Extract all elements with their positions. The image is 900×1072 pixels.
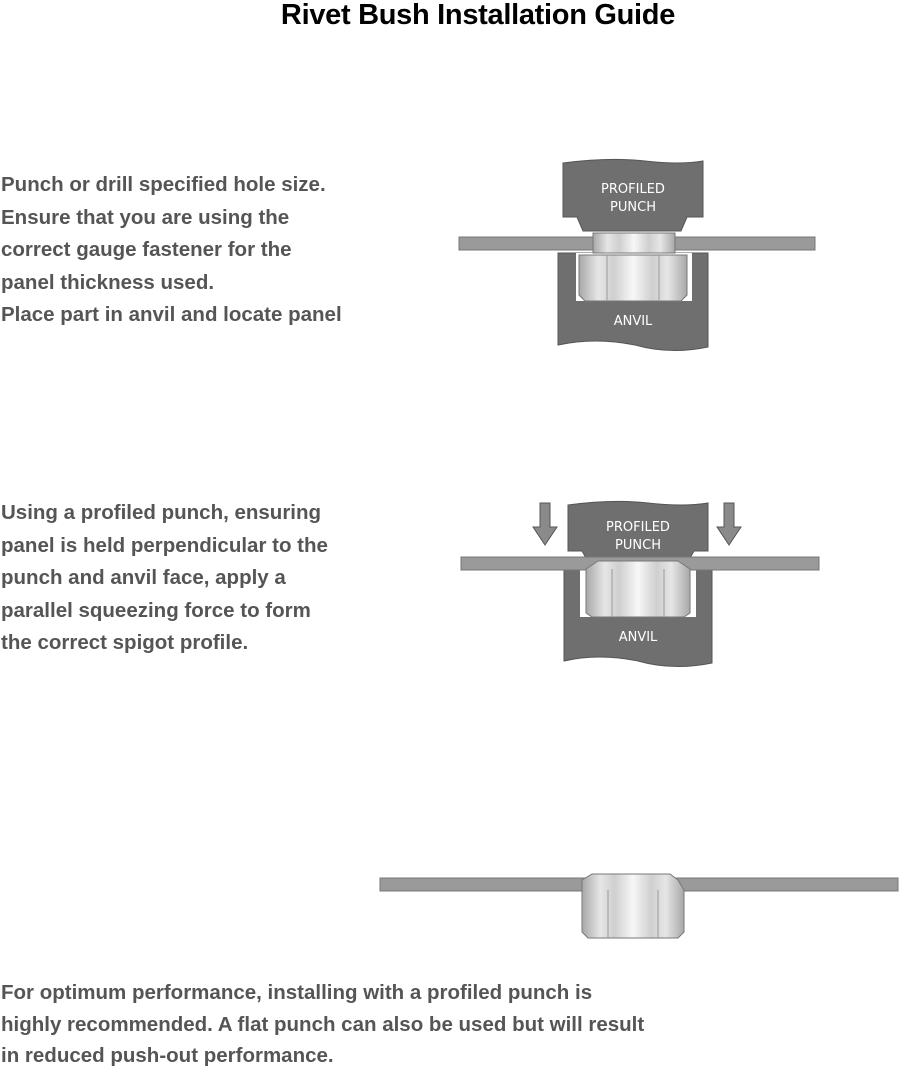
- step-2-line: Using a profiled punch, ensuring: [1, 501, 322, 524]
- step-1-line: correct gauge fastener for the: [1, 238, 292, 261]
- step-1-diagram: [455, 155, 820, 355]
- bush-body: [582, 874, 684, 938]
- installed-bush-diagram: [378, 868, 900, 940]
- punch-label: PROFILED: [606, 520, 670, 535]
- step-2-line: parallel squeezing force to form: [1, 598, 311, 622]
- step-1-line: panel thickness used.: [1, 270, 215, 294]
- anvil-label: ANVIL: [613, 314, 653, 329]
- step-2-text: [1, 497, 328, 660]
- down-arrow-icon: [717, 503, 741, 545]
- bush-spigot: [593, 233, 675, 253]
- note-line: in reduced push-out performance.: [1, 1044, 334, 1067]
- punch-label: PUNCH: [615, 538, 661, 553]
- performance-note: [1, 977, 644, 1072]
- anvil-label: ANVIL: [618, 630, 658, 645]
- step-1-line: Punch or drill specified hole size.: [1, 173, 326, 196]
- step-2-line: panel is held perpendicular to the: [1, 533, 328, 557]
- step-2-line: the correct spigot profile.: [1, 631, 249, 654]
- step-2-diagram: [458, 495, 823, 675]
- note-line: highly recommended. A flat punch can also be used but will result: [1, 1012, 645, 1036]
- step-2-line: punch and anvil face, apply a: [1, 566, 286, 589]
- step-1-line: Ensure that you are using the: [1, 205, 290, 229]
- step-1-line: Place part in anvil and locate panel: [1, 303, 342, 326]
- punch-label: PUNCH: [610, 200, 656, 215]
- bush-body: [586, 561, 690, 617]
- punch-label: PROFILED: [601, 182, 665, 197]
- page-title: Rivet Bush Installation Guide: [280, 0, 676, 31]
- bush-body: [579, 255, 687, 301]
- note-line: For optimum performance, installing with a profiled punch is: [1, 981, 593, 1004]
- down-arrow-icon: [533, 503, 557, 545]
- step-1-text: [1, 169, 342, 332]
